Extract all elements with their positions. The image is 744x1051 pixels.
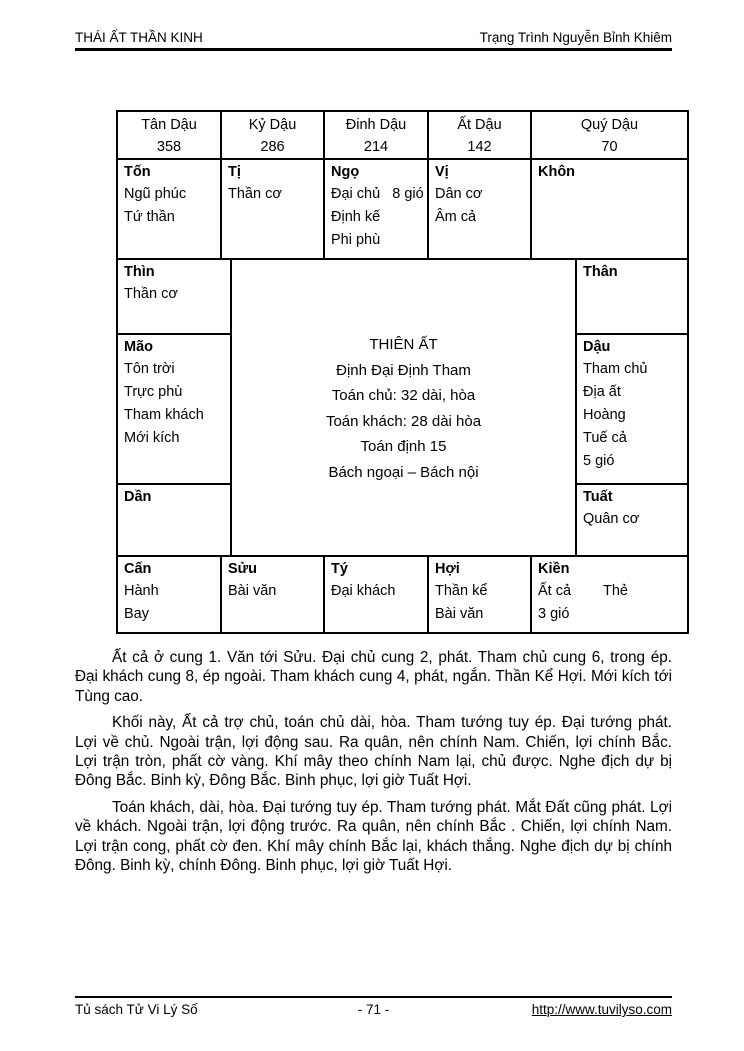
- cell-line: Tuế cả: [583, 430, 627, 446]
- cell-line: Ngũ phúc: [124, 186, 187, 202]
- year-number: 142: [467, 139, 492, 155]
- cell-vi-lines: [429, 183, 530, 229]
- cell-line: Đại chủ 8 gió: [331, 186, 424, 202]
- cell-suu-title: Sửu: [228, 561, 258, 577]
- cell-khon-title: Khôn: [538, 164, 576, 180]
- cell-ton-lines: [118, 183, 220, 229]
- cell-hoi-title: Hợi: [435, 561, 460, 577]
- page-footer: [75, 1002, 672, 1018]
- year-name: Tân Dậu: [141, 117, 197, 133]
- cell-khon: [530, 158, 687, 258]
- cell-line: Dân cơ: [435, 186, 483, 202]
- cell-line: Thần cơ: [228, 186, 282, 202]
- cell-mao: [116, 333, 230, 483]
- cell-mao-title: Mão: [124, 339, 153, 355]
- cell-ty-title: Tý: [331, 561, 348, 577]
- cell-line: Bay: [124, 606, 149, 622]
- cell-tuat-title: Tuất: [583, 489, 613, 505]
- cell-line: 5 gió: [583, 453, 615, 469]
- cell-line: Hoàng: [583, 407, 626, 423]
- cell-dan-title: Dần: [124, 489, 152, 505]
- cell-can-lines: [118, 580, 220, 626]
- cell-line: Mới kích: [124, 430, 180, 446]
- cell-suu: [220, 555, 323, 632]
- cell-line: Bài văn: [435, 606, 484, 622]
- year-cell-dinh-dau: [323, 110, 427, 158]
- cell-line: Tham chủ: [583, 361, 648, 377]
- cell-ngo-title: Ngọ: [331, 164, 360, 180]
- cell-ngo: [323, 158, 427, 258]
- cell-suu-lines: [222, 580, 323, 603]
- cell-line: Tham khách: [124, 407, 204, 423]
- cell-kien-lines: [532, 580, 687, 626]
- cell-line: Toán chủ: 32 dài, hòa: [331, 387, 476, 404]
- cell-thin: [116, 258, 230, 333]
- cell-dan: [116, 483, 230, 555]
- cell-hoi-lines: [429, 580, 530, 626]
- paragraph: Khối này, Ất cả trợ chủ, toán chủ dài, hòa. Tham tướng tuy ép. Đại tướng phát. Lợi về chủ. Ngoài trận, lợi động sau. Ra quân, nên chính Nam. Chiến, lợi chính Bắc. Lợi trận tròn, phất cờ vàng. Khí mây theo chính Nam lại, chủ được. Nghe địch dự bị Đông Bắc. Binh kỳ, Đông Bắc. Binh phục, lợi giờ Tuất Hợi.: [75, 714, 672, 790]
- year-name: Kỷ Dậu: [248, 117, 297, 133]
- year-cell-ky-dau: [220, 110, 323, 158]
- cell-ty-lines: [325, 580, 427, 603]
- cell-than-title: Thân: [583, 264, 618, 280]
- cell-line: Thần cơ: [124, 286, 178, 302]
- cell-ti-lines: [222, 183, 323, 206]
- year-name: Đinh Dậu: [345, 117, 407, 133]
- cell-line: THIÊN ẤT: [369, 336, 438, 353]
- thien-at-text: [232, 260, 575, 485]
- footer-website-link[interactable]: http://www.tuvilyso.com: [531, 1002, 672, 1017]
- year-number: 286: [260, 139, 285, 155]
- cell-ngo-lines: [325, 183, 427, 252]
- cell-dau-lines: [577, 358, 687, 473]
- cell-dau: [575, 333, 687, 483]
- paragraph: Toán khách, dài, hòa. Đại tướng tuy ép. Tham tướng phát. Mắt Đất cũng phát. Lợi về khách. Ngoài trận, lợi động trước. Ra quân, nên chính Bắc . Chiến, lợi chính Nam. Lợi trận cong, phất cờ đen. Khí mây chính Bắc lại, khách thắng. Nghe địch dự bị chính Đông. Binh kỳ, chính Đông. Binh phục, lợi giờ Tuất Hợi.: [75, 798, 672, 875]
- thai-at-chart-table: [116, 110, 689, 634]
- cell-can: [116, 555, 220, 632]
- body-paragraphs: [75, 648, 672, 882]
- cell-line: Định kế: [331, 209, 381, 225]
- cell-line: Phi phù: [331, 232, 381, 248]
- cell-line: Bài văn: [228, 583, 277, 599]
- footer-page-number: - 71 -: [357, 1002, 390, 1017]
- cell-ton-title: Tốn: [124, 164, 151, 180]
- cell-thien-at-center: [230, 258, 575, 555]
- paragraph: Ất cả ở cung 1. Văn tới Sửu. Đại chủ cung 2, phát. Tham chủ cung 6, trong ép. Đại khách cung 8, ép ngoài. Tham khách cung 4, phát, ngắn. Thần Kể Hợi. Mới kích tới Tùng cao.: [75, 649, 672, 705]
- cell-dau-title: Dậu: [583, 339, 611, 355]
- cell-hoi: [427, 555, 530, 632]
- cell-can-title: Cấn: [124, 561, 152, 577]
- cell-kien-title: Kiền: [538, 561, 570, 577]
- year-name: Ất Dậu: [457, 117, 502, 133]
- cell-line: Tôn trời: [124, 361, 175, 377]
- cell-line: Tứ thần: [124, 209, 175, 225]
- cell-line: Ất cả Thẻ: [538, 583, 628, 599]
- cell-kien: [530, 555, 687, 632]
- cell-line: Địa ất: [583, 384, 621, 400]
- year-number: 214: [363, 139, 389, 155]
- cell-line: 3 gió: [538, 606, 570, 622]
- cell-vi: [427, 158, 530, 258]
- cell-line: Đại khách: [331, 583, 396, 599]
- header-rule: [75, 48, 672, 51]
- year-cell-at-dau: [427, 110, 530, 158]
- cell-line: Toán khách: 28 dài hòa: [325, 412, 482, 430]
- cell-tuat-lines: [577, 508, 687, 531]
- cell-ti-title: Tị: [228, 164, 241, 180]
- cell-line: Toán định 15: [360, 438, 447, 455]
- year-cell-tan-dau: [116, 110, 220, 158]
- header-book-title: THÁI ẤT THẦN KINH: [75, 30, 203, 45]
- cell-thin-title: Thìn: [124, 264, 155, 280]
- cell-line: Âm cả: [435, 209, 477, 225]
- header-author: Trạng Trình Nguyễn Bỉnh Khiêm: [479, 30, 672, 45]
- cell-line: Định Đại Định Tham: [336, 361, 471, 379]
- cell-ty: [323, 555, 427, 632]
- page-header: [75, 30, 672, 46]
- cell-vi-title: Vị: [435, 164, 449, 180]
- cell-than: [575, 258, 687, 333]
- year-number: 70: [601, 139, 618, 155]
- footer-rule: [75, 996, 672, 998]
- cell-line: Quân cơ: [583, 511, 640, 527]
- cell-ti: [220, 158, 323, 258]
- cell-line: Trực phù: [124, 384, 183, 400]
- year-cell-quy-dau: [530, 110, 687, 158]
- year-name: Quý Dậu: [580, 117, 639, 133]
- footer-series-title: Tủ sách Tử Vi Lý Số: [75, 1002, 198, 1017]
- cell-ton: [116, 158, 220, 258]
- cell-mao-lines: [118, 358, 230, 450]
- cell-thin-lines: [118, 283, 230, 306]
- cell-line: Hành: [124, 583, 159, 599]
- year-number: 358: [156, 139, 182, 155]
- cell-line: Bách ngoại – Bách nội: [328, 463, 479, 481]
- cell-tuat: [575, 483, 687, 555]
- cell-line: Thần kể: [435, 583, 488, 599]
